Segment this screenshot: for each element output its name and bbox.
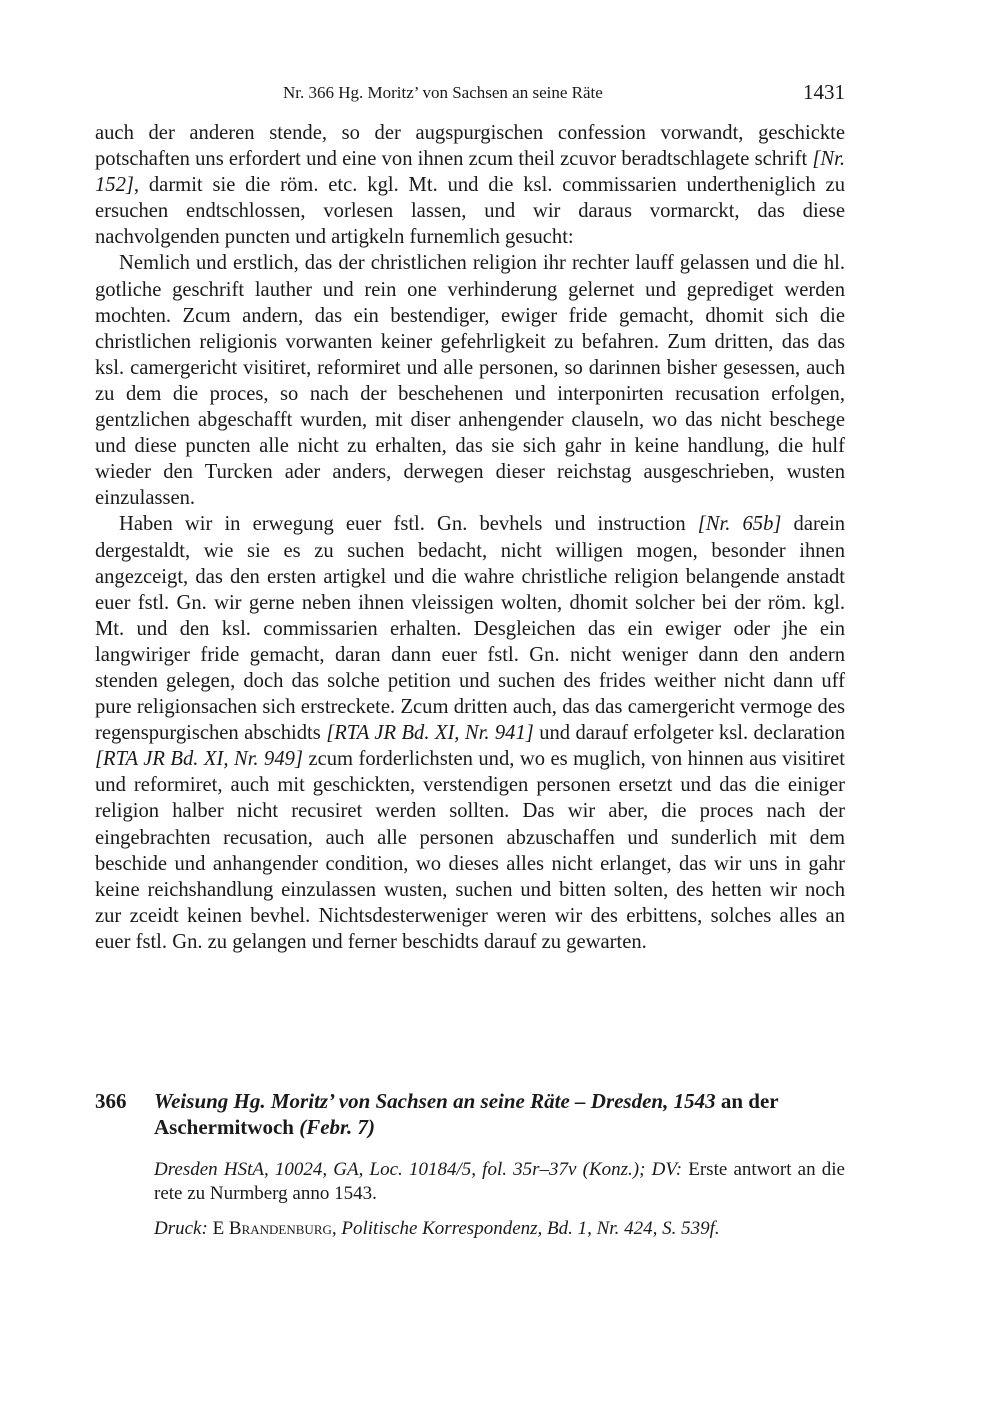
document-title: [154, 1088, 845, 1140]
document-number: 366: [95, 1089, 127, 1113]
reference-nr-152: [Nr. 152]: [95, 148, 845, 197]
archive-source: [154, 1158, 845, 1206]
print-citation: , Politische Korrespondenz, Bd. 1, Nr. 424, S. 539f.: [331, 1218, 720, 1239]
document-title-date: (Febr. 7): [299, 1115, 376, 1139]
paragraph-3: [95, 511, 845, 955]
reference-rta-949: [RTA JR Bd. XI, Nr. 949]: [95, 748, 303, 771]
print-author-name: Brandenburg: [228, 1218, 332, 1239]
print-author-initial: E: [207, 1218, 229, 1239]
reference-rta-941: [RTA JR Bd. XI, Nr. 941]: [326, 722, 534, 745]
source-notes: [154, 1158, 845, 1252]
paragraph-1: [95, 120, 845, 250]
archive-citation: Dresden HStA, 10024, GA, Loc. 10184/5, fol. 35r–37v (Konz.); DV:: [154, 1159, 683, 1180]
document-title-italic: Weisung Hg. Moritz’ von Sachsen an seine Räte – Dresden, 1543: [154, 1089, 716, 1113]
paragraph-3-text-a: Haben wir in erwegung euer fstl. Gn. bevhels und instruction: [119, 513, 698, 536]
running-head: [95, 80, 845, 108]
archive-description: Erste antwort an die rete zu Nurmberg anno 1543.: [154, 1159, 845, 1204]
paragraph-1-text-b: , darmit sie die röm. etc. kgl. Mt. und die ksl. commissarien undertheniglich zu ersuchen endtschlossen, vorlesen lassen, und wir daraus vormarckt, das diese nachvolgenden puncten und artigkeln furnemlich gesucht:: [95, 174, 845, 249]
paragraph-2: Nemlich und erstlich, das der christlichen religion ihr rechter lauff gelassen und die hl. gotliche geschrift lauther und rein one verhinderung gelernet und geprediget werden mochten. Zcum andern, das ein bestendiger, ewiger fride gemacht, dhomit sich die christlichen religionis vorwanten keiner gefehrligkeit zu befahren. Zum dritten, das das ksl. camergericht visitiret, reformiret und alle personen, so darinnen bisher gesessen, auch zu dem die proces, so nach der beschehenen und interponirten recusation erfolgen, gentzlichen abgeschafft wurden, mit diser anhengender clauseln, wo das nicht beschege und diese puncten alle nicht zu erhalten, das sie sich gahr in keine handlung, die hulf wieder den Turcken ader anders, derwegen dieser reichstag ausgeschrieben, wusten einzulassen.: [95, 252, 845, 510]
paragraph-3-text-c: und darauf erfolgeter ksl. declaration: [533, 722, 845, 745]
page-number: 1431: [803, 80, 845, 104]
running-title: Nr. 366 Hg. Moritz’ von Sachsen an seine Räte: [283, 83, 603, 102]
paragraph-1-text-a: auch der anderen stende, so der augspurgischen confession vorwandt, geschickte potschaften uns erfordert und eine von ihnen zcum theil zcuvor beradtschlagete schrift: [95, 122, 845, 171]
paragraph-3-text-b: darein dergestaldt, wie sie es zu suchen bedacht, nicht willigen mogen, besonder ihnen angezceigt, das den ersten artigkel und die wahre christliche religion belangende anstadt euer fstl. Gn. wir gerne neben ihnen vleissigen wolten, dhomit solcher bei der röm. kgl. Mt. und den ksl. commissarien erhalten. Desgleichen das ein ewiger oder jhe ein langwiriger fride gemacht, daran dann euer fstl. Gn. nicht weniger dann den andern stenden gelegen, doch das solche petition und suchen des frides weither nicht dann uff pure religionsachen sich erstreckete. Zcum dritten auch, das das camergericht vermoge des regenspurgischen abschidts: [95, 513, 845, 745]
reference-nr-65b: [Nr. 65b]: [697, 513, 782, 536]
print-source: [154, 1217, 845, 1241]
body-text: [95, 120, 845, 955]
paragraph-3-text-d: zcum forderlichsten und, wo es muglich, von hinnen aus visitiret und reformiret, auch mit geschickten, verstendigen personen ersetzt und das die einiger religion halber nicht recusiret werden sollten. Das wir aber, die proces nach der eingebrachten recusation, auch alle personen abzuschaffen und sunderlich mit dem beschide und anhangender condition, wo dieses alles nicht erlanget, das wir uns in gahr keine reichshandlung einzulassen wusten, suchen und bitten solten, des hetten wir noch zur zceidt keinen bevhel. Nichtsdesterweniger weren wir des erbittens, solches alles an euer fstl. Gn. zu gelangen und ferner beschidts darauf zu gewarten.: [95, 748, 845, 953]
document-title-plain: an der Aschermitwoch: [154, 1089, 779, 1139]
document-heading: [95, 1088, 845, 1140]
print-label: Druck:: [154, 1218, 208, 1239]
